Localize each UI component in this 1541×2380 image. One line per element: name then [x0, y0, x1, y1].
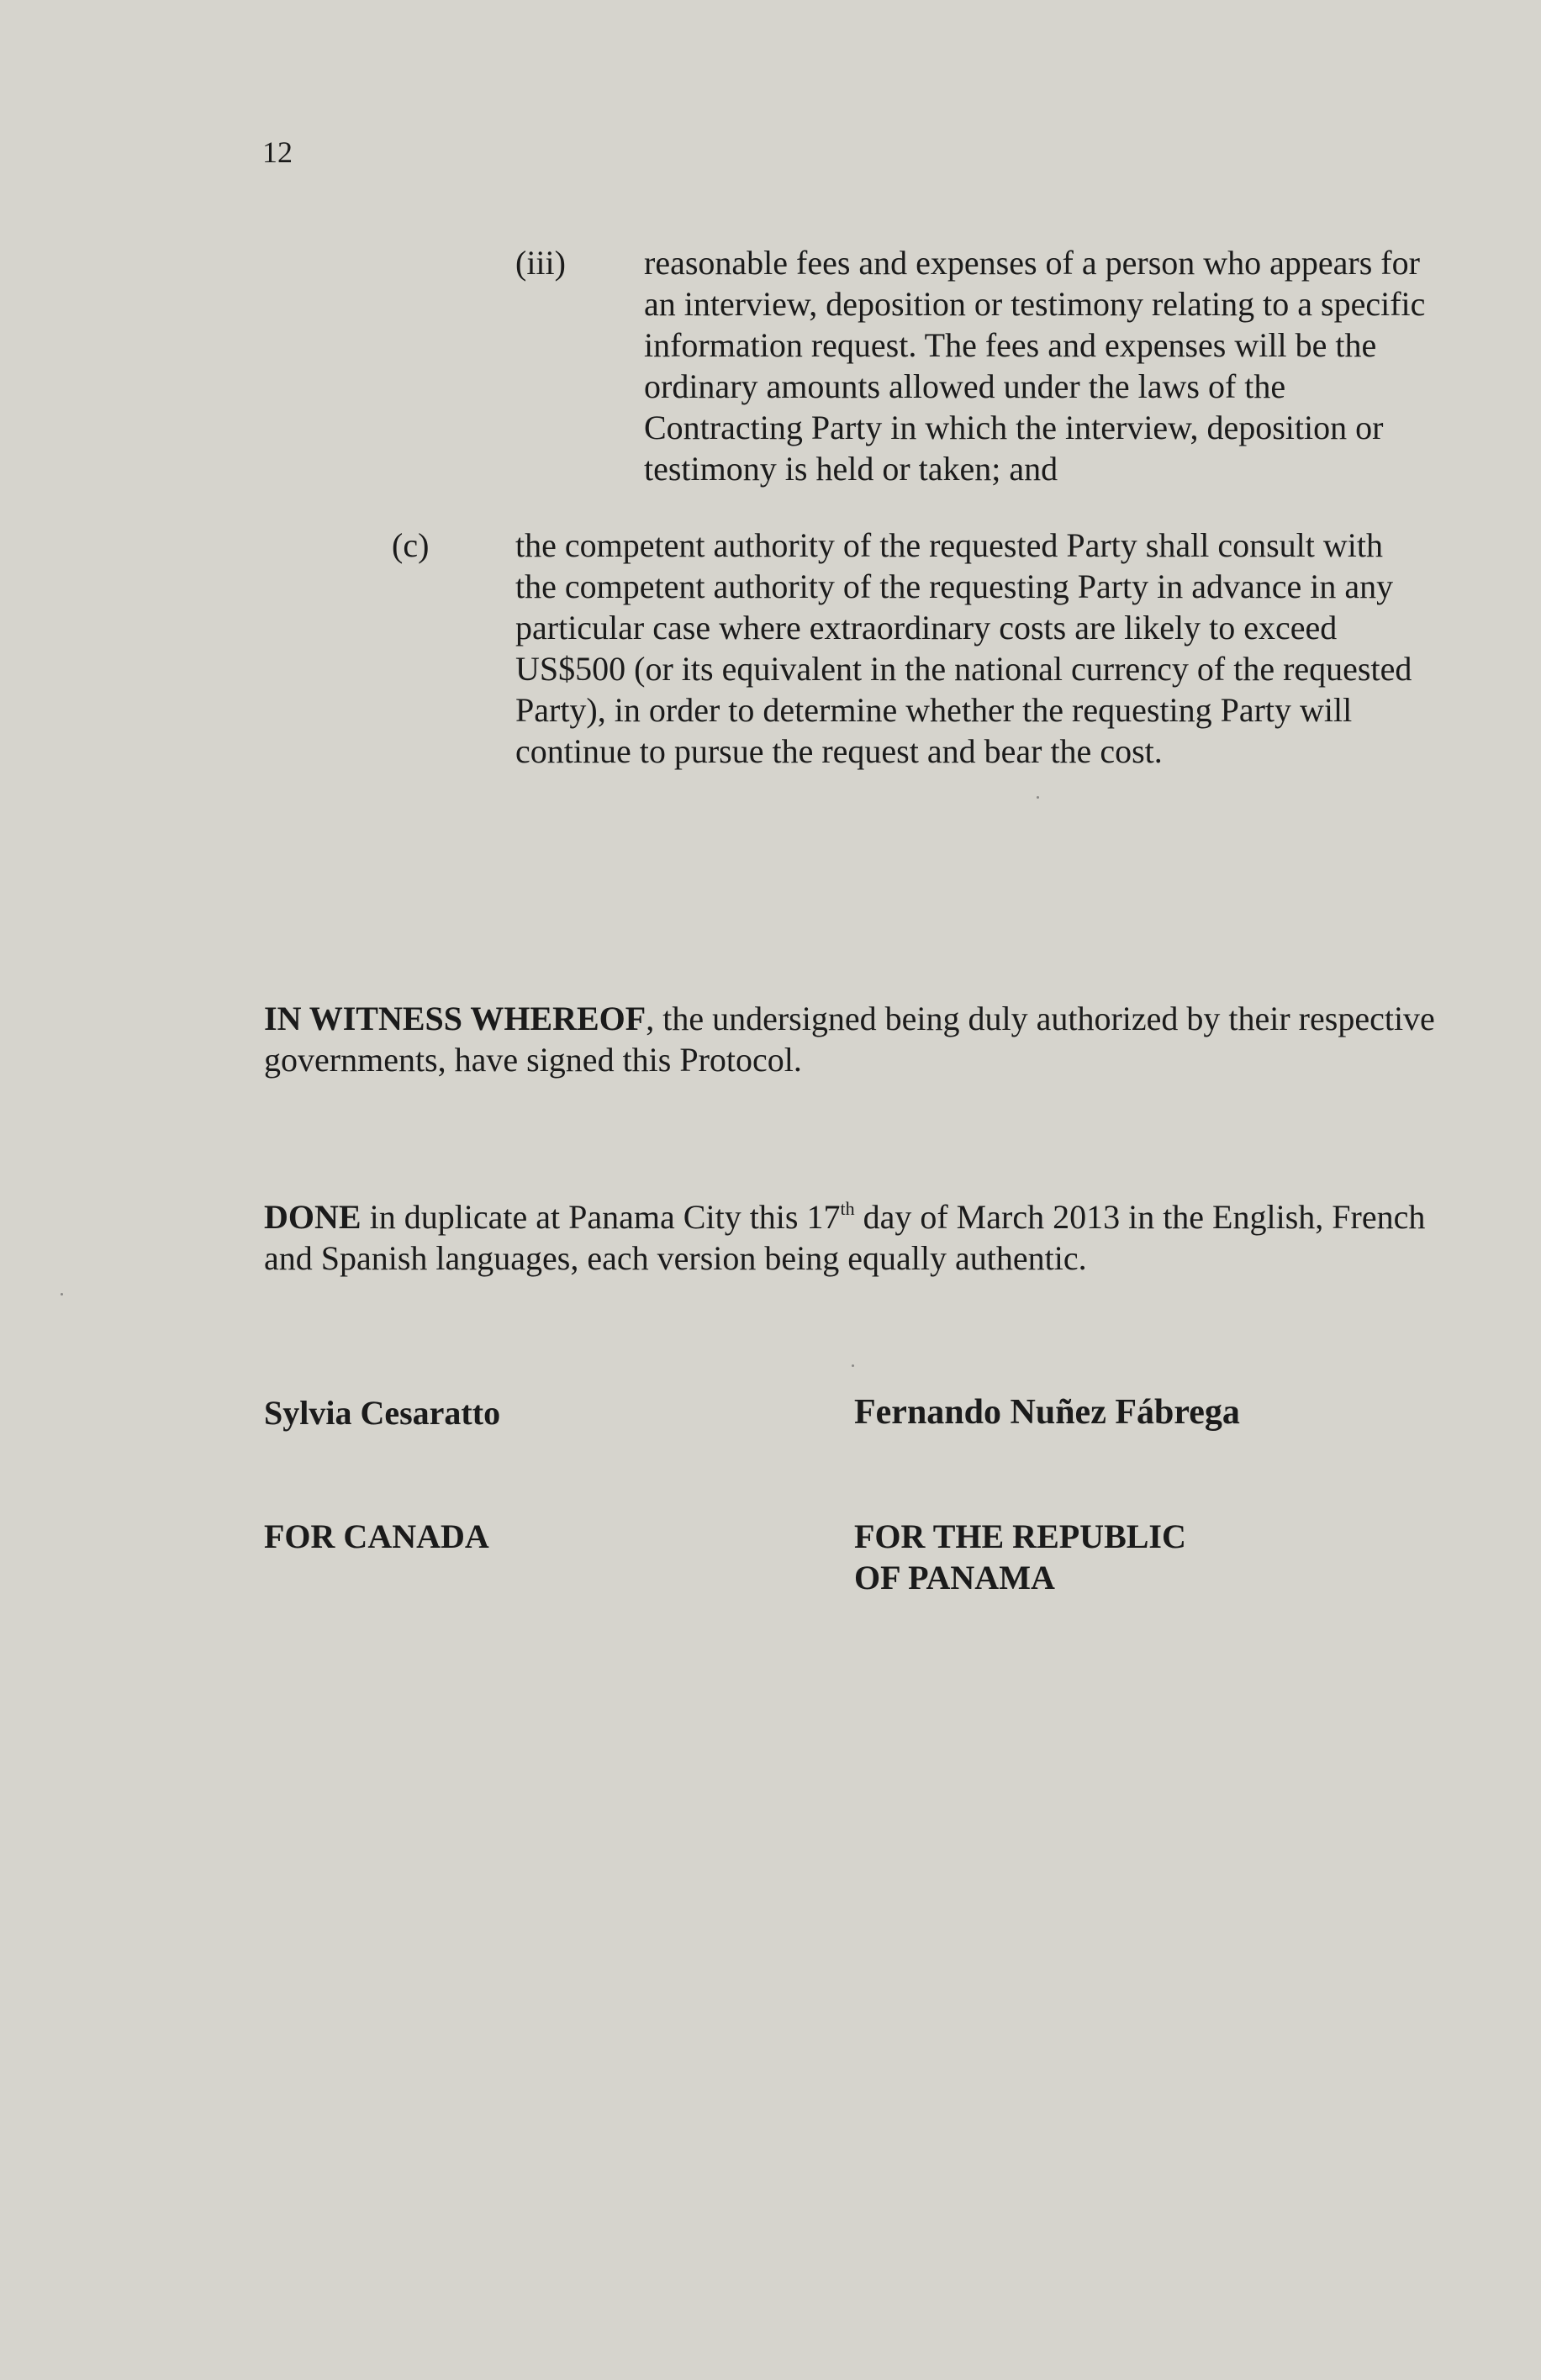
done-text-after: day of March 2013 in the English, French and Spanish languages, each version being equally authentic. — [264, 1198, 1426, 1277]
for-panama-line-2: OF PANAMA — [854, 1559, 1055, 1596]
page-number: 12 — [262, 135, 293, 169]
canada-signatory-name: Sylvia Cesaratto — [264, 1394, 501, 1432]
day-suffix: th — [840, 1198, 855, 1219]
item-c-paragraph — [515, 525, 1432, 772]
witness-text: , the undersigned being duly authorized by their respective governments, have signed this Protocol. — [264, 1000, 1435, 1079]
item-iii-text: reasonable fees and expenses of a person who appears for an interview, deposition or testimony relating to a specific information request. The fees and expenses will be the ordinary amounts allowed under the laws of the Contracting Party in which the interview, deposition or testimony is held or taken; and — [644, 244, 1426, 488]
panama-signatory-name: Fernando Nuñez Fábrega — [854, 1393, 1240, 1432]
for-panama-label — [854, 1516, 1274, 1598]
paper-speck — [1037, 796, 1039, 799]
paper-speck — [61, 1293, 63, 1296]
done-clause — [264, 1196, 1441, 1279]
witness-lead: IN WITNESS WHEREOF — [264, 1000, 646, 1037]
done-lead: DONE — [264, 1198, 362, 1236]
item-iii-label: (iii) — [515, 244, 566, 282]
done-text-before: in duplicate at Panama City this 17 — [361, 1198, 841, 1236]
item-c-label: (c) — [392, 526, 430, 564]
for-panama-line-1: FOR THE REPUBLIC — [854, 1517, 1186, 1555]
witness-clause — [264, 998, 1441, 1080]
paper-speck — [852, 1364, 854, 1367]
item-iii-paragraph — [644, 242, 1434, 489]
for-canada-label: FOR CANADA — [264, 1517, 489, 1555]
item-c-text: the competent authority of the requested Party shall consult with the competent authority of the requesting Party in advance in any particular case where extraordinary costs are likely to exceed US$500 (or its equivalent in the national currency of the requested Party), in order to determine whether the requesting Party will continue to pursue the request and bear the cost. — [515, 526, 1412, 770]
